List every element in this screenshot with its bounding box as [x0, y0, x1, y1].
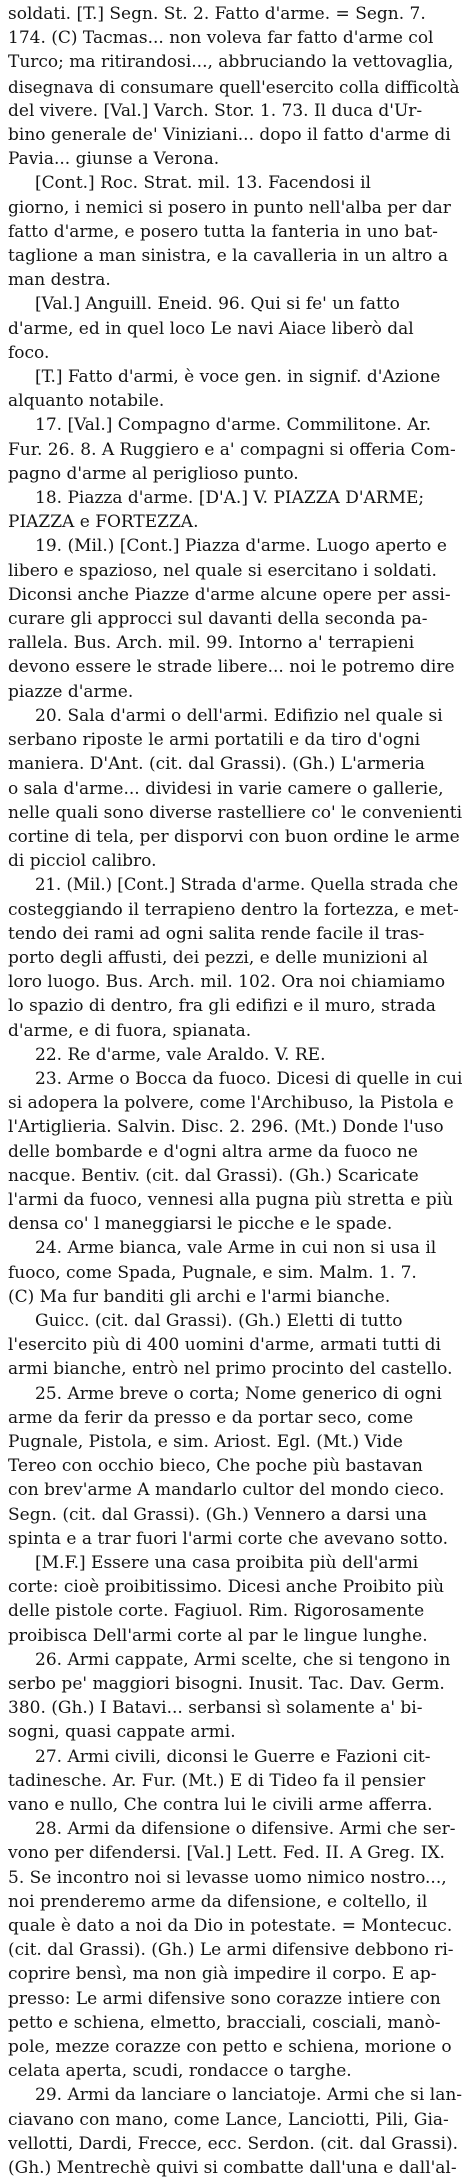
text-line: d'arme, e di fuora, spianata.: [8, 1020, 252, 1041]
text-line: nelle quali sono diverse rastelliere co' le convenienti: [8, 802, 462, 823]
text-line: l'esercito più di 400 uomini d'arme, armati tutti di: [8, 1335, 441, 1356]
entry-heading: 23. Arme o Bocca da fuoco. Dicesi di quelle in cui: [35, 1068, 462, 1089]
text-line: (cit. dal Grassi). (Gh.) Le armi difensive debbono ri-: [8, 1940, 454, 1961]
text-line: presso: Le armi difensive sono corazze intiere con: [8, 1988, 441, 2009]
text-line: di picciol calibro.: [8, 851, 157, 872]
text-line: petto e schiena, elmetto, bracciali, cosciali, manò-: [8, 2012, 441, 2033]
entry-heading: 22. Re d'arme, vale Araldo. V. RE.: [35, 1044, 326, 1065]
text-line: PIAZZA e FORTEZZA.: [8, 512, 199, 533]
text-line: armi bianche, entrò nel primo procinto del castello.: [8, 1359, 453, 1380]
entry-heading: 28. Armi da difensione o difensive. Armi che ser-: [35, 1819, 456, 1840]
text-line: quale è dato a noi da Dio in potestate. = Montecuc.: [8, 1916, 453, 1937]
text-line: disegnava di consumare quell'esercito colla difficoltà: [8, 76, 460, 97]
text-line: d'arme, ed in quel loco Le navi Aiace liberò dal: [8, 318, 414, 339]
entry-heading: 17. [Val.] Compagno d'arme. Commilitone. Ar.: [35, 415, 432, 436]
text-line: [Val.] Anguill. Eneid. 96. Qui si fe' un fatto: [35, 294, 400, 315]
text-line: fuoco, come Spada, Pugnale, e sim. Malm. 1. 7.: [8, 1262, 417, 1283]
text-line: (Gh.) Mentrechè quivi si combatte dall'una e dall'al-: [8, 2158, 457, 2179]
text-line: loro luogo. Bus. Arch. mil. 102. Ora noi chiamiamo: [8, 972, 446, 993]
entry-heading: 26. Armi cappate, Armi scelte, che si tengono in: [35, 1649, 451, 1670]
text-line: 5. Se incontro noi si levasse uomo nimico nostro...,: [8, 1867, 447, 1888]
text-line: vano e nullo, Che contra lui le civili arme afferra.: [8, 1795, 433, 1816]
text-line: fatto d'arme, e posero tutta la fanteria in uno bat-: [8, 221, 438, 242]
text-line: costeggiando il terrapieno dentro la fortezza, e met-: [8, 899, 459, 920]
text-line: tadinesche. Ar. Fur. (Mt.) E di Tideo fa il pensier: [8, 1770, 426, 1791]
text-line: 174. (C) Tacmas... non voleva far fatto d'arme col: [8, 28, 434, 49]
text-line: ciavano con mano, come Lance, Lanciotti, Pili, Gia-: [8, 2109, 449, 2130]
text-line: Tereo con occhio bieco, Che poche più bastavan: [8, 1456, 423, 1477]
text-line: pagno d'arme al periglioso punto.: [8, 463, 299, 484]
text-line: nacque. Bentiv. (cit. dal Grassi). (Gh.) Scaricate: [8, 1165, 419, 1186]
text-line: man destra.: [8, 270, 111, 291]
text-line: alquanto notabile.: [8, 391, 165, 412]
text-line: foco.: [8, 342, 50, 363]
text-line: devono essere le strade libere... noi le potremo dire: [8, 657, 455, 678]
text-line: (C) Ma fur banditi gli archi e l'armi bianche.: [8, 1286, 391, 1307]
text-line: Segn. (cit. dal Grassi). (Gh.) Vennero a darsi una: [8, 1504, 427, 1525]
text-line: o sala d'arme... dividesi in varie camere o gallerie,: [8, 778, 444, 799]
text-line: pole, mezze corazze con petto e schiena, morione o: [8, 2037, 452, 2058]
text-line: celata aperta, scudi, rondacce o targhe.: [8, 2061, 352, 2082]
entry-heading: 24. Arme bianca, vale Arme in cui non si usa il: [35, 1238, 437, 1259]
text-line: serbano riposte le armi portatili e da tiro d'ogni: [8, 730, 421, 751]
text-line: Diconsi anche Piazze d'arme alcune opere per assi-: [8, 584, 451, 605]
entry-heading: 29. Armi da lanciare o lanciatoje. Armi che si lan-: [35, 2085, 462, 2106]
text-line: [M.F.] Essere una casa proibita più dell'armi: [35, 1553, 419, 1573]
text-line: piazze d'arme.: [8, 681, 134, 702]
text-line: [Cont.] Roc. Strat. mil. 13. Facendosi il: [35, 173, 371, 194]
text-line: serbo pe' maggiori bisogni. Inusit. Tac. Dav. Germ.: [8, 1674, 445, 1695]
text-line: proibisca Dell'armi corte al par le lingue lunghe.: [8, 1625, 428, 1646]
text-line: 380. (Gh.) I Batavi... serbansi sì solamente a' bi-: [8, 1698, 423, 1719]
text-line: delle pistole corte. Fagiuol. Rim. Rigorosamente: [8, 1601, 425, 1622]
text-line: del vivere. [Val.] Varch. Stor. 1. 73. Il duca d'Ur-: [8, 100, 423, 121]
text-line: vellotti, Dardi, Frecce, ecc. Serdon. (cit. dal Grassi).: [8, 2133, 459, 2154]
text-line: rallela. Bus. Arch. mil. 99. Intorno a' terrapieni: [8, 633, 415, 654]
text-line: si adopera la polvere, come l'Archibuso, la Pistola e: [8, 1093, 454, 1114]
text-line: soldati. [T.] Segn. St. 2. Fatto d'arme. = Segn. 7.: [8, 4, 426, 24]
text-line: Pugnale, Pistola, e sim. Ariost. Egl. (Mt.) Vide: [8, 1431, 403, 1452]
text-line: lo spazio di dentro, fra gli edifizi e il muro, strada: [8, 996, 436, 1017]
text-line: maniera. D'Ant. (cit. dal Grassi). (Gh.) L'armeria: [8, 754, 425, 775]
text-line: cortine di tela, per disporvi con buon ordine le arme: [8, 826, 460, 847]
text-line: sogni, quasi cappate armi.: [8, 1722, 236, 1743]
text-line: Pavia... giunse a Verona.: [8, 149, 220, 170]
text-line: Turco; ma ritirandosi..., abbruciando la vettovaglia,: [8, 52, 454, 73]
text-line: taglione a man sinistra, e la cavalleria in un altro a: [8, 246, 448, 267]
entry-heading: 20. Sala d'armi o dell'armi. Edifizio nel quale si: [35, 705, 443, 726]
text-line: densa co' l maneggiarsi le picche e le spade.: [8, 1214, 393, 1235]
text-line: [T.] Fatto d'armi, è voce gen. in signif. d'Azione: [35, 367, 441, 388]
entry-heading: 18. Piazza d'arme. [D'A.] V. PIAZZA D'ARME;: [35, 488, 425, 509]
entry-heading: 25. Arme breve o corta; Nome generico di ogni: [35, 1383, 442, 1404]
text-line: curare gli approcci sul davanti della seconda pa-: [8, 609, 428, 630]
entry-heading: 19. (Mil.) [Cont.] Piazza d'arme. Luogo aperto e: [35, 536, 447, 557]
text-line: libero e spazioso, nel quale si esercitano i soldati.: [8, 560, 437, 581]
text-line: corte: cioè proibitissimo. Dicesi anche Proibito più: [8, 1577, 445, 1598]
text-line: l'armi da fuoco, vennesi alla pugna più stretta e più: [8, 1189, 454, 1210]
text-line: arme da ferir da presso e da portar seco, come: [8, 1407, 414, 1428]
entry-heading: 27. Armi civili, diconsi le Guerre e Fazioni cit-: [35, 1746, 431, 1767]
text-line: spinta e a trar fuori l'armi corte che avevano sotto.: [8, 1528, 448, 1549]
text-line: vono per difendersi. [Val.] Lett. Fed. II. A Greg. IX.: [8, 1843, 445, 1864]
text-line: coprire bensì, ma non già impedire il corpo. E ap-: [8, 1964, 437, 1985]
text-line: bino generale de' Viniziani... dopo il fatto d'arme di: [8, 125, 451, 146]
text-line: tendo dei rami ad ogni salita rende facile il tras-: [8, 923, 425, 944]
text-line: con brev'arme A mandarlo cultor del mondo cieco.: [8, 1480, 445, 1501]
text-line: Fur. 26. 8. A Ruggiero e a' compagni si offeria Com-: [8, 439, 456, 460]
text-line: l'Artiglieria. Salvin. Disc. 2. 296. (Mt.) Donde l'uso: [8, 1117, 444, 1138]
text-line: noi prenderemo arme da difensione, e coltello, il: [8, 1891, 428, 1912]
text-line: delle bombarde e d'ogni altra arme da fuoco ne: [8, 1141, 418, 1162]
entry-heading: 21. (Mil.) [Cont.] Strada d'arme. Quella strada che: [35, 875, 459, 895]
text-line: giorno, i nemici si posero in punto nell'alba per dar: [8, 197, 451, 218]
text-line: Guicc. (cit. dal Grassi). (Gh.) Eletti di tutto: [35, 1310, 403, 1331]
text-line: porto degli affusti, dei pezzi, e delle munizioni al: [8, 947, 428, 968]
